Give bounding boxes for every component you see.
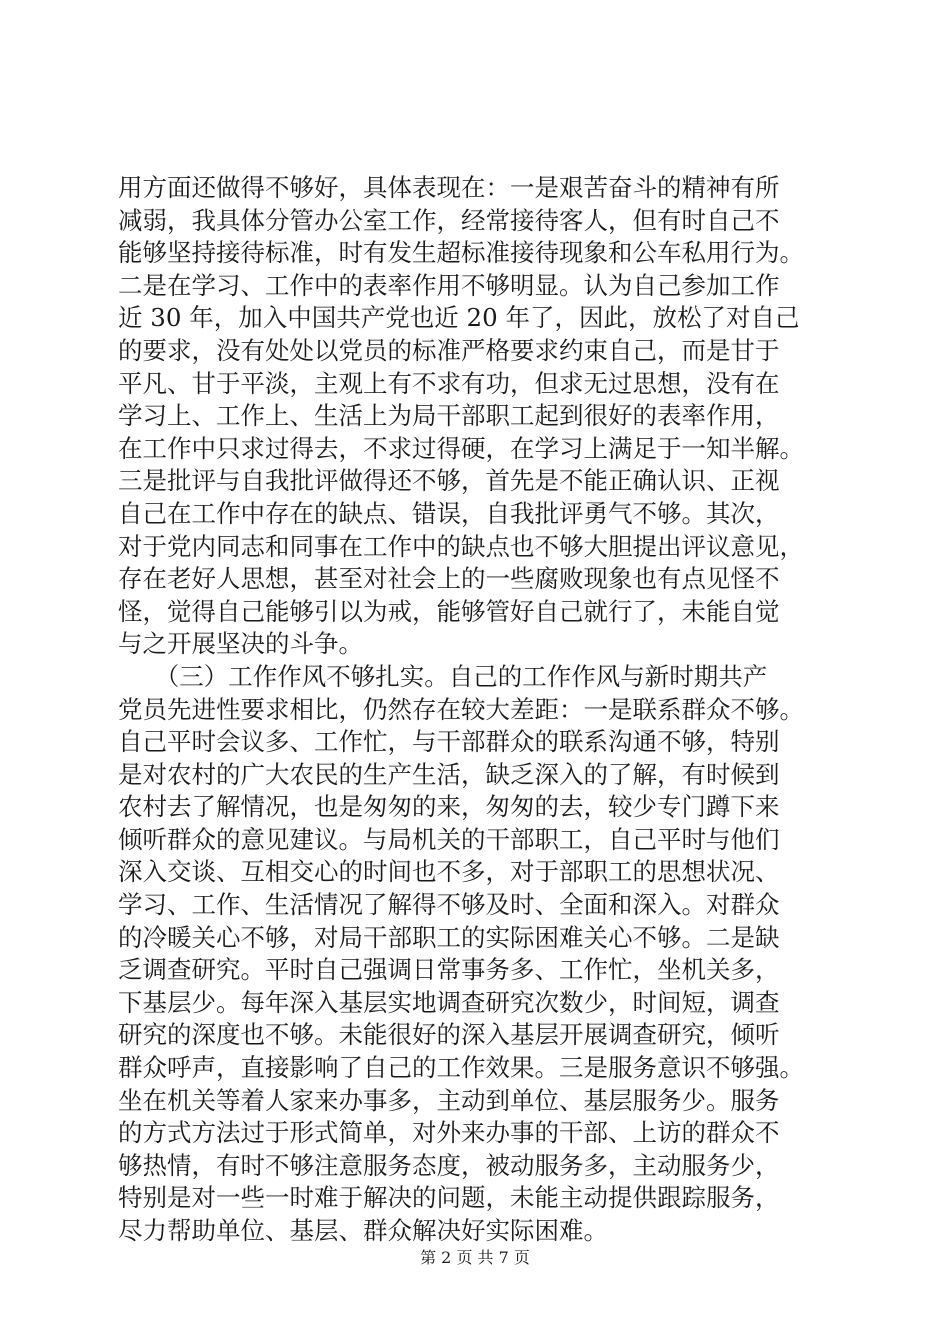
text-line: 群众呼声，直接影响了自己的工作效果。三是服务意识不够强。 <box>118 1053 804 1083</box>
text-line: 学习上、工作上、生活上为局干部职工起到很好的表率作用， <box>118 401 780 431</box>
text-line: 能够坚持接待标准，时有发生超标准接待现象和公车私用行为。 <box>118 238 804 268</box>
text-line: 的冷暖关心不够，对局干部职工的实际困难关心不够。二是缺 <box>118 922 780 952</box>
text-line: 特别是对一些一时难于解决的问题，未能主动提供跟踪服务， <box>118 1183 780 1213</box>
text-line: 减弱，我具体分管办公室工作，经常接待客人，但有时自己不 <box>118 205 780 235</box>
text-line: 自己平时会议多、工作忙，与干部群众的联系沟通不够，特别 <box>118 727 780 757</box>
text-line: 存在老好人思想，甚至对社会上的一些腐败现象也有点见怪不 <box>118 564 780 594</box>
text-line: 坐在机关等着人家来办事多，主动到单位、基层服务少。服务 <box>118 1085 780 1115</box>
text-line: （三）工作作风不够扎实。自己的工作作风与新时期共产 <box>118 661 768 691</box>
page-number-label: 第 2 页 共 7 页 <box>420 1248 530 1267</box>
text-line: 下基层少。每年深入基层实地调查研究次数少，时间短，调查 <box>118 987 780 1017</box>
text-line: 够热情，有时不够注意服务态度，被动服务多，主动服务少， <box>118 1150 780 1180</box>
text-line: 党员先进性要求相比，仍然存在较大差距：一是联系群众不够。 <box>118 694 804 724</box>
text-line: 尽力帮助单位、基层、群众解决好实际困难。 <box>118 1216 608 1245</box>
text-line: 近 30 年，加入中国共产党也近 20 年了，因此，放松了对自己 <box>118 303 800 333</box>
text-line: 的方式方法过于形式简单，对外来办事的干部、上访的群众不 <box>118 1118 780 1148</box>
text-line: 深入交谈、互相交心的时间也不多，对于部职工的思想状况、 <box>118 857 780 887</box>
page-footer <box>0 1245 950 1268</box>
text-line: 乏调查研究。平时自己强调日常事务多、工作忙，坐机关多， <box>118 955 780 985</box>
text-line: 三是批评与自我批评做得还不够，首先是不能正确认识、正视 <box>118 466 780 496</box>
text-line: 在工作中只求过得去，不求过得硬，在学习上满足于一知半解。 <box>118 433 804 463</box>
document-body <box>118 172 858 1248</box>
text-line: 用方面还做得不够好，具体表现在：一是艰苦奋斗的精神有所 <box>118 173 780 202</box>
text-line: 倾听群众的意见建议。与局机关的干部职工，自己平时与他们 <box>118 824 780 854</box>
text-line: 怪，觉得自己能够引以为戒，能够管好自己就行了，未能自觉 <box>118 596 780 626</box>
text-line: 平凡、甘于平淡，主观上有不求有功，但求无过思想，没有在 <box>118 368 780 398</box>
text-line: 与之开展坚决的斗争。 <box>118 629 363 659</box>
text-line: 的要求，没有处处以党员的标准严格要求约束自己，而是甘于 <box>118 335 780 365</box>
text-line: 自己在工作中存在的缺点、错误，自我批评勇气不够。其次， <box>118 498 780 528</box>
text-line: 研究的深度也不够。未能很好的深入基层开展调查研究，倾听 <box>118 1020 780 1050</box>
text-line: 是对农村的广大农民的生产生活，缺乏深入的了解，有时候到 <box>118 759 780 789</box>
text-line: 二是在学习、工作中的表率作用不够明显。认为自己参加工作 <box>118 270 780 300</box>
text-line: 对于党内同志和同事在工作中的缺点也不够大胆提出评议意见， <box>118 531 804 561</box>
text-line: 农村去了解情况，也是匆匆的来，匆匆的去，较少专门蹲下来 <box>118 792 780 822</box>
text-line: 学习、工作、生活情况了解得不够及时、全面和深入。对群众 <box>118 890 780 920</box>
